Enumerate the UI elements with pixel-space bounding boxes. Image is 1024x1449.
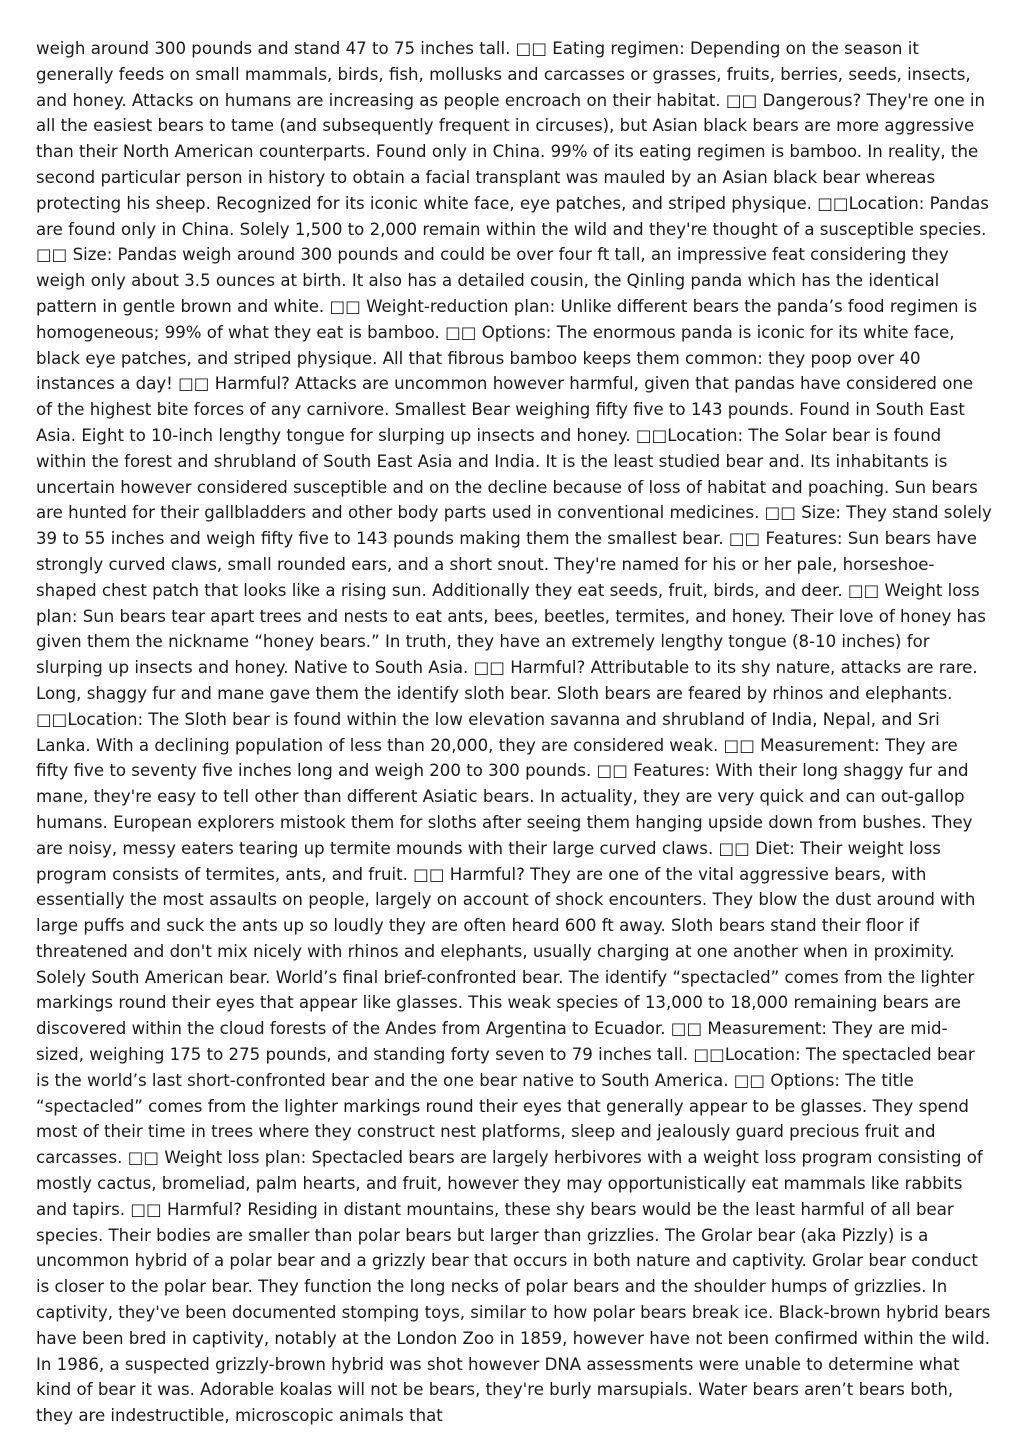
- body-paragraph: weigh around 300 pounds and stand 47 to 75 inches tall. □□ Eating regimen: Depending on the season it generally feeds on small mammals, birds, fish, mollusks and carcasses or grasses, fruits, berries, seeds, insects, and honey. Attacks on humans are increasing as people encroach on their habitat. □□ Dangerous? They're one in all the easiest bears to tame (and subsequently frequent in circuses), but Asian black bears are more aggressive than their North American counterparts. Found only in China. 99% of its eating regimen is bamboo. In reality, the second particular person in history to obtain a facial transplant was mauled by an Asian black bear whereas protecting his sheep. Recognized for its iconic white face, eye patches, and striped physique. □□Location: Pandas are found only in China. Solely 1,500 to 2,000 remain within the wild and they're thought of a susceptible species. □□ Size: Pandas weigh around 300 pounds and could be over four ft tall, an impressive feat considering they weigh only about 3.5 ounces at birth. It also has a detailed cousin, the Qinling panda which has the identical pattern in gentle brown and white. □□ Weight-reduction plan: Unlike different bears the panda’s food regimen is homogeneous; 99% of what they eat is bamboo. □□ Options: The enormous panda is iconic for its white face, black eye patches, and striped physique. All that fibrous bamboo keeps them common: they poop over 40 instances a day! □□ Harmful? Attacks are uncommon however harmful, given that pandas have considered one of the highest bite forces of any carnivore. Smallest Bear weighing fifty five to 143 pounds. Found in South East Asia. Eight to 10-inch lengthy tongue for slurping up insects and honey. □□Location: The Solar bear is found within the forest and shrubland of South East Asia and India. It is the least studied bear and. Its inhabitants is uncertain however considered susceptible and on the decline because of loss of habitat and poaching. Sun bears are hunted for their gallbladders and other body parts used in conventional medicines. □□ Size: They stand solely 39 to 55 inches and weigh fifty five to 143 pounds making them the smallest bear. □□ Features: Sun bears have strongly curved claws, small rounded ears, and a short snout. They're named for his or her pale, horseshoe-shaped chest patch that looks like a rising sun. Additionally they eat seeds, fruit, birds, and deer. □□ Weight loss plan: Sun bears tear apart trees and nests to eat ants, bees, beetles, termites, and honey. Their love of honey has given them the nickname “honey bears.” In truth, they have an extremely lengthy tongue (8-10 inches) for slurping up insects and honey. Native to South Asia. □□ Harmful? Attributable to its shy nature, attacks are rare. Long, shaggy fur and mane gave them the identify sloth bear. Sloth bears are feared by rhinos and elephants. □□Location: The Sloth bear is found within the low elevation savanna and shrubland of India, Nepal, and Sri Lanka. With a declining population of less than 20,000, they are considered weak. □□ Measurement: They are fifty five to seventy five inches long and weigh 200 to 300 pounds. □□ Features: With their long shaggy fur and mane, they're easy to tell other than different Asiatic bears. In actuality, they are very quick and can out-gallop humans. European explorers mistook them for sloths after seeing them hanging upside down from bushes. They are noisy, messy eaters tearing up termite mounds with their large curved claws. □□ Diet: Their weight loss program consists of termites, ants, and fruit. □□ Harmful? They are one of the vital aggressive bears, with essentially the most assaults on people, largely on account of shock encounters. They blow the dust around with large puffs and suck the ants up so loudly they are often heard 600 ft away. Sloth bears stand their floor if threatened and don't mix nicely with rhinos and elephants, usually charging at one another when in proximity. Solely South American bear. World’s final brief-confronted bear. The identify “spectacled” comes from the lighter markings round their eyes that appear like glasses. This weak species of 13,000 to 18,000 remaining bears are discovered within the cloud forests of the Andes from Argentina to Ecuador. □□ Measurement: They are mid-sized, weighing 175 to 275 pounds, and standing forty seven to 79 inches tall. □□Location: The spectacled bear is the world’s last short-confronted bear and the one bear native to South America. □□ Options: The title “spectacled” comes from the lighter markings round their eyes that generally appear to be glasses. They spend most of their time in trees where they construct nest platforms, sleep and jealously guard precious fruit and carcasses. □□ Weight loss plan: Spectacled bears are largely herbivores with a weight loss program consisting of mostly cactus, bromeliad, palm hearts, and fruit, however they may opportunistically eat mammals like rabbits and tapirs. □□ Harmful? Residing in distant mountains, these shy bears would be the least harmful of all bear species. Their bodies are smaller than polar bears but larger than grizzlies. The Grolar bear (aka Pizzly) is a uncommon hybrid of a polar bear and a grizzly bear that occurs in both nature and captivity. Grolar bear conduct is closer to the polar bear. They function the long necks of polar bears and the shoulder humps of grizzlies. In captivity, they've been documented stomping toys, similar to how polar bears break ice. Black-brown hybrid bears have been bred in captivity, notably at the London Zoo in 1859, however have not been confirmed within the wild. In 1986, a suspected grizzly-brown hybrid was shot however DNA assessments were unable to determine what kind of bear it was. Adorable koalas will not be bears, they're burly marsupials. Water bears aren’t bears both, they are indestructible, microscopic animals that: [36, 39, 992, 1426]
- document-page: [36, 36, 992, 1436]
